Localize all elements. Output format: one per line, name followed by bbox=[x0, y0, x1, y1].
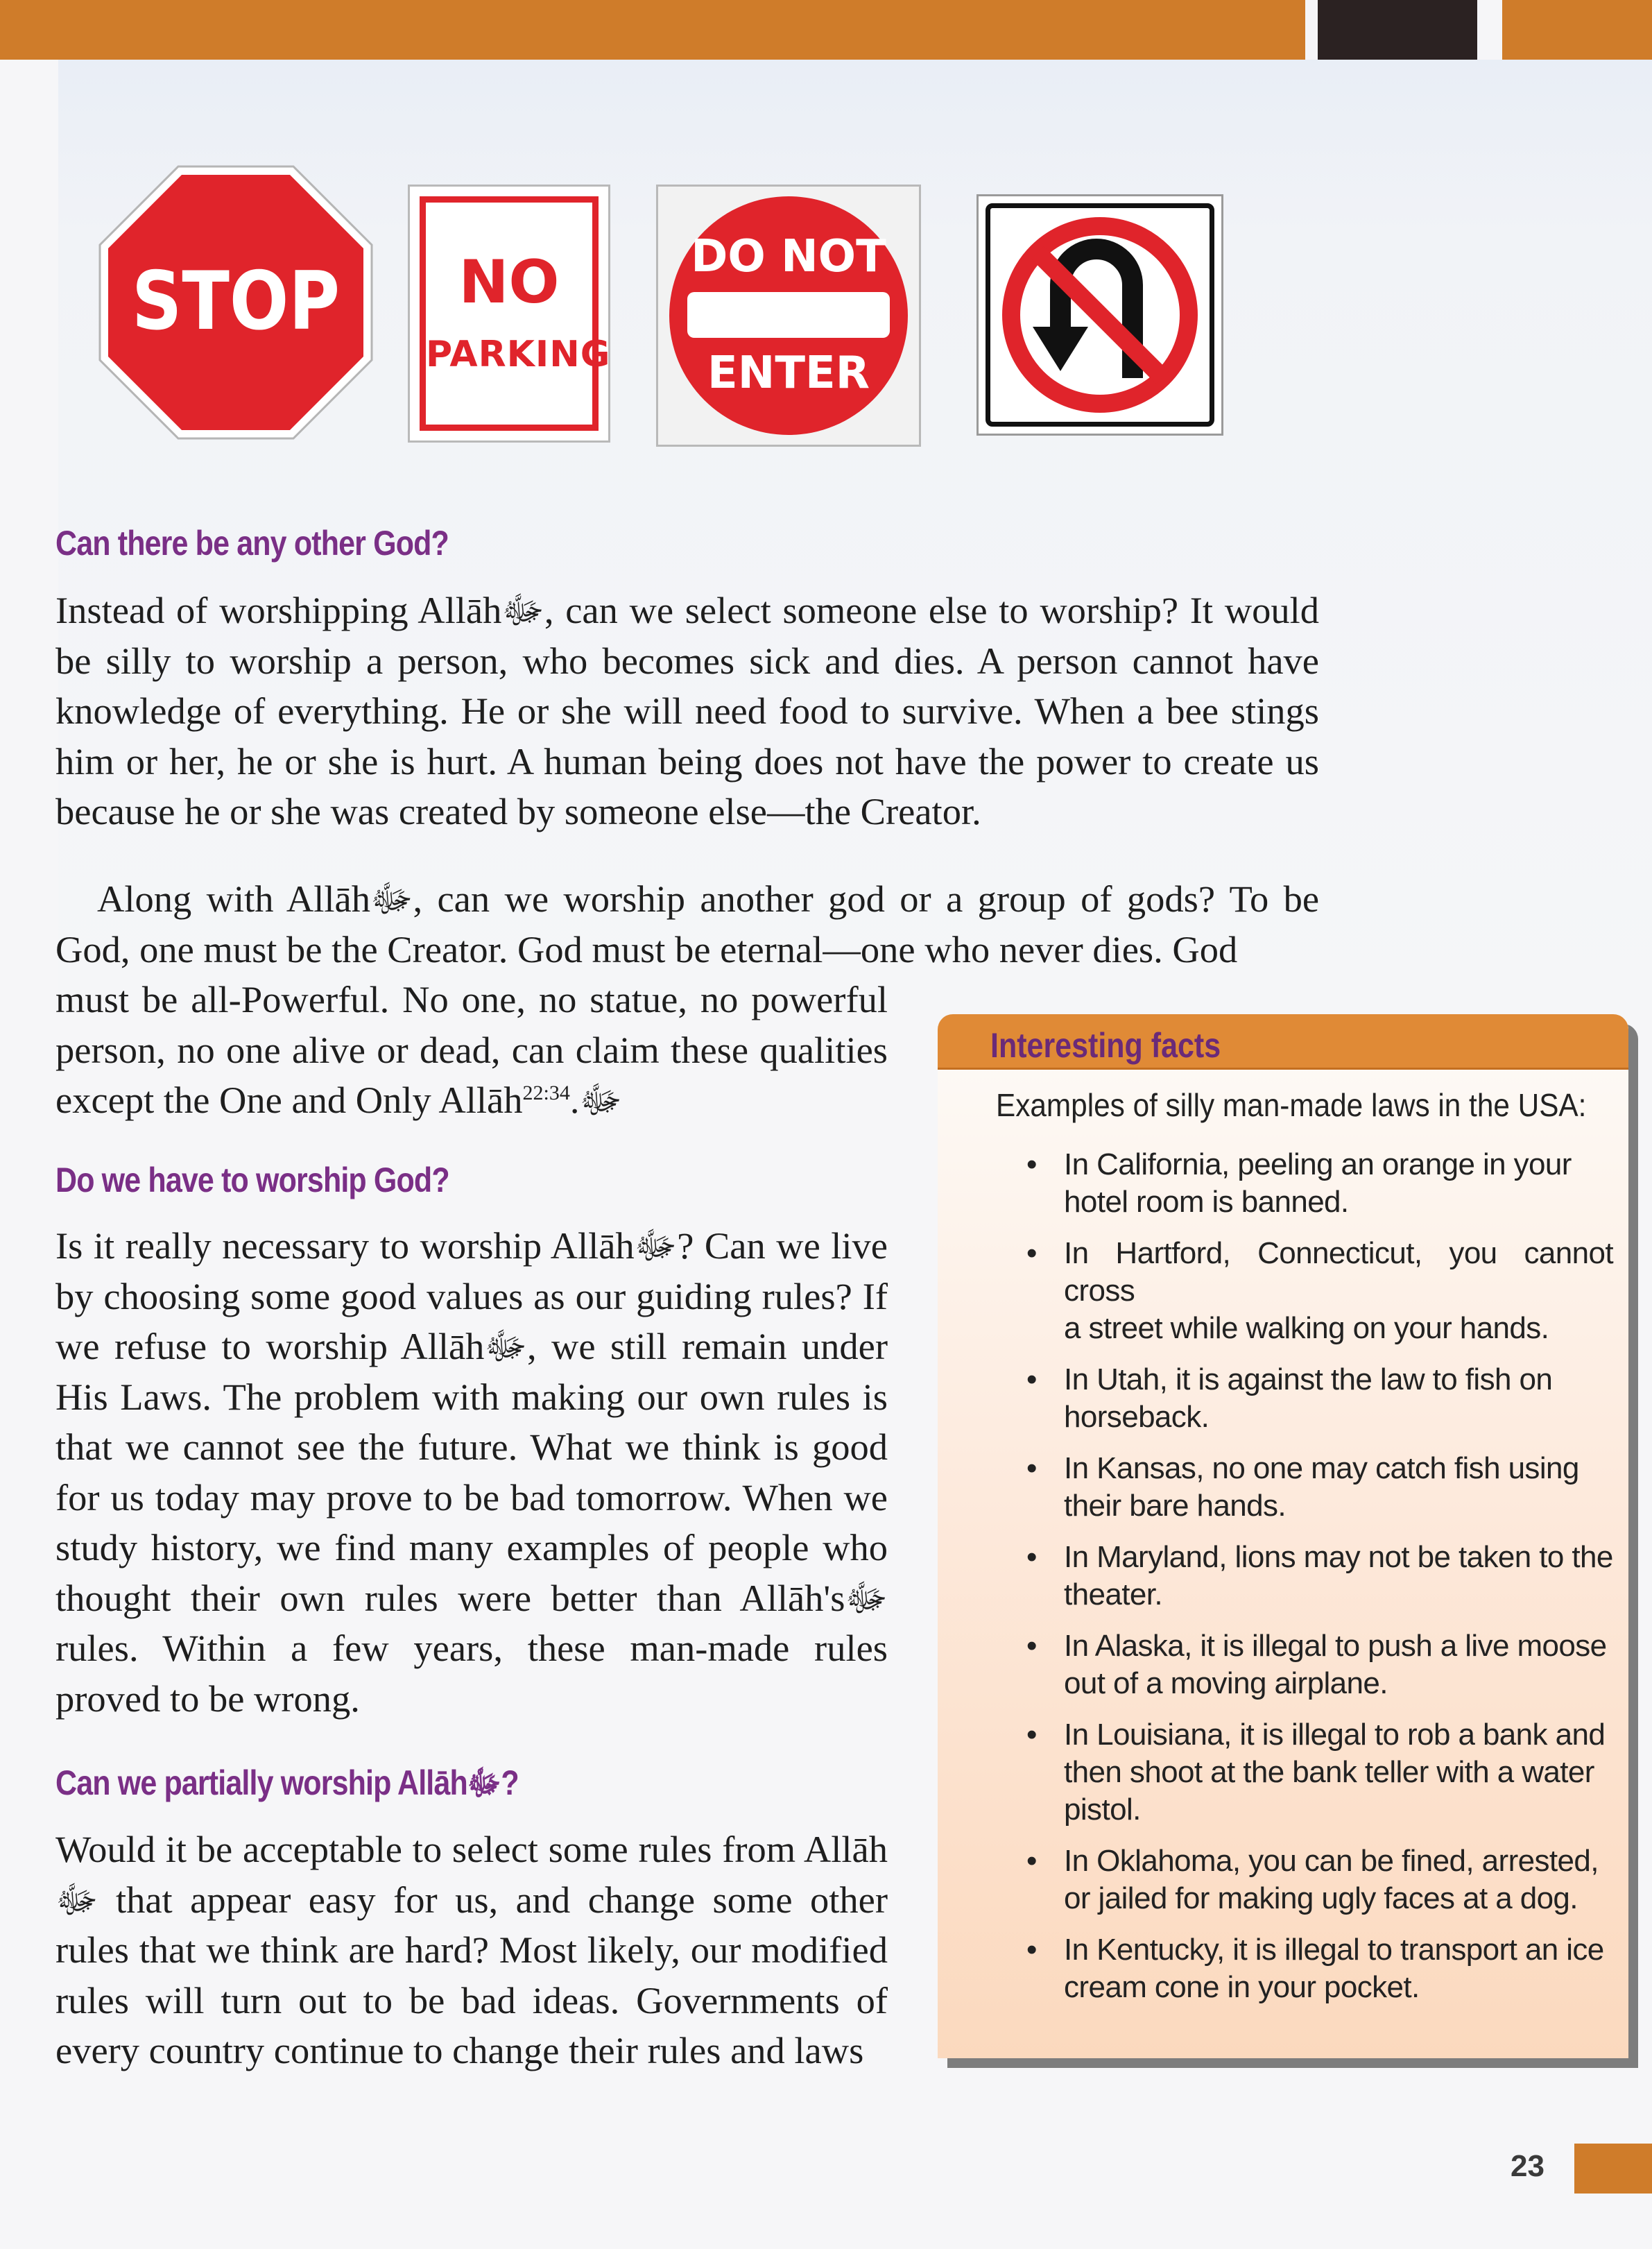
list-item: • In Hartford, Connecticut, you cannot cross a street while walking on your hands. bbox=[996, 1235, 1613, 1347]
list-item: • In Utah, it is against the law to fish on horseback. bbox=[996, 1361, 1613, 1436]
page-number: 23 bbox=[1511, 2149, 1545, 2183]
no-parking-line2: PARKING bbox=[426, 334, 611, 375]
interesting-facts-title: Interesting facts bbox=[990, 1026, 1221, 1065]
facts-intro: Examples of silly man-made laws in the USA: bbox=[996, 1087, 1587, 1123]
list-item: • In Kentucky, it is illegal to transport an ice cream cone in your pocket. bbox=[996, 1931, 1613, 2006]
list-item: • In Oklahoma, you can be fined, arrested, or jailed for making ugly faces at a dog. bbox=[996, 1842, 1613, 1917]
paragraph-other-god-2-wide: Along with Allāhﷻ, can we worship another god or a group of gods? To be God, one must be the Creator. God must be eternal—one who never dies. God bbox=[55, 878, 1320, 970]
section-heading-have-to-worship: Do we have to worship God? bbox=[55, 1161, 449, 1199]
page-tab-accent bbox=[1574, 2144, 1652, 2194]
quran-reference: 22:34 bbox=[522, 1081, 570, 1104]
no-u-turn-sign-icon bbox=[976, 194, 1223, 436]
interesting-facts-box bbox=[938, 1014, 1628, 2058]
paragraph-have-to-worship: Is it really necessary to worship Allāhﷻ? Can we live by choosing some good values as our guiding rules? If we refuse to worship Allāhﷻ, we still remain under His Laws. The problem with making our own rules is that we cannot see the future. What we think is good for us today may prove to be bad tomorrow. When we study history, we find many examples of people who thought their own rules were better than Allāh'sﷻ rules. Within a few years, these man-made rules proved to be wrong. bbox=[55, 1224, 888, 1720]
stop-sign-text: STOP bbox=[132, 255, 340, 348]
list-item: • In Louisiana, it is illegal to rob a bank and then shoot at the bank teller with a water pistol. bbox=[996, 1716, 1613, 1829]
top-bar-orange-segment bbox=[0, 0, 1305, 60]
do-not-text: DO NOT bbox=[691, 231, 886, 282]
no-parking-line1: NO bbox=[458, 248, 560, 317]
stop-sign-icon bbox=[97, 164, 375, 441]
paragraph-other-god-2-narrow bbox=[55, 975, 888, 1126]
no-parking-sign bbox=[408, 185, 610, 443]
section-heading-other-god: Can there be any other God? bbox=[55, 524, 449, 563]
section-heading-partially-worship: Can we partially worship Allāhﷻ? bbox=[55, 1763, 519, 1802]
top-bar-orange-segment-right bbox=[1502, 0, 1652, 60]
top-color-bar bbox=[0, 0, 1652, 60]
facts-list bbox=[996, 1146, 1613, 2020]
paragraph-partially-worship: Would it be acceptable to select some rules from Allāh ﷻ that appear easy for us, and change some other rules that we think are hard? Most likely, our modified rules will turn out to be bad ideas. Governments of every country continue to change their rules and laws bbox=[55, 1828, 888, 2071]
do-not-enter-sign bbox=[656, 185, 921, 447]
list-item: • In Alaska, it is illegal to push a live moose out of a moving airplane. bbox=[996, 1627, 1613, 1702]
list-item: • In Kansas, no one may catch fish using their bare hands. bbox=[996, 1450, 1613, 1525]
interesting-facts-header bbox=[938, 1014, 1628, 1070]
top-bar-dark-segment bbox=[1318, 0, 1477, 60]
no-parking-border bbox=[420, 196, 611, 431]
list-item: • In California, peeling an orange in your hotel room is banned. bbox=[996, 1146, 1613, 1221]
list-item: • In Maryland, lions may not be taken to the theater. bbox=[996, 1539, 1613, 1614]
paragraph-other-god-2-text: must be all-Powerful. No one, no statue, no powerful person, no one alive or dead, can claim these qualities except the One and Only Allāhﷻ. bbox=[55, 978, 888, 1121]
paragraph-other-god-1: Instead of worshipping Allāhﷻ, can we select someone else to worship? It would be silly to worship a person, who becomes sick and dies. A person cannot have knowledge of everything. He or she will need food to survive. When a bee stings him or her, he or she is hurt. A human being does not have the power to create us because he or she was created by someone else—the Creator. bbox=[55, 589, 1319, 832]
enter-text: ENTER bbox=[707, 348, 870, 399]
